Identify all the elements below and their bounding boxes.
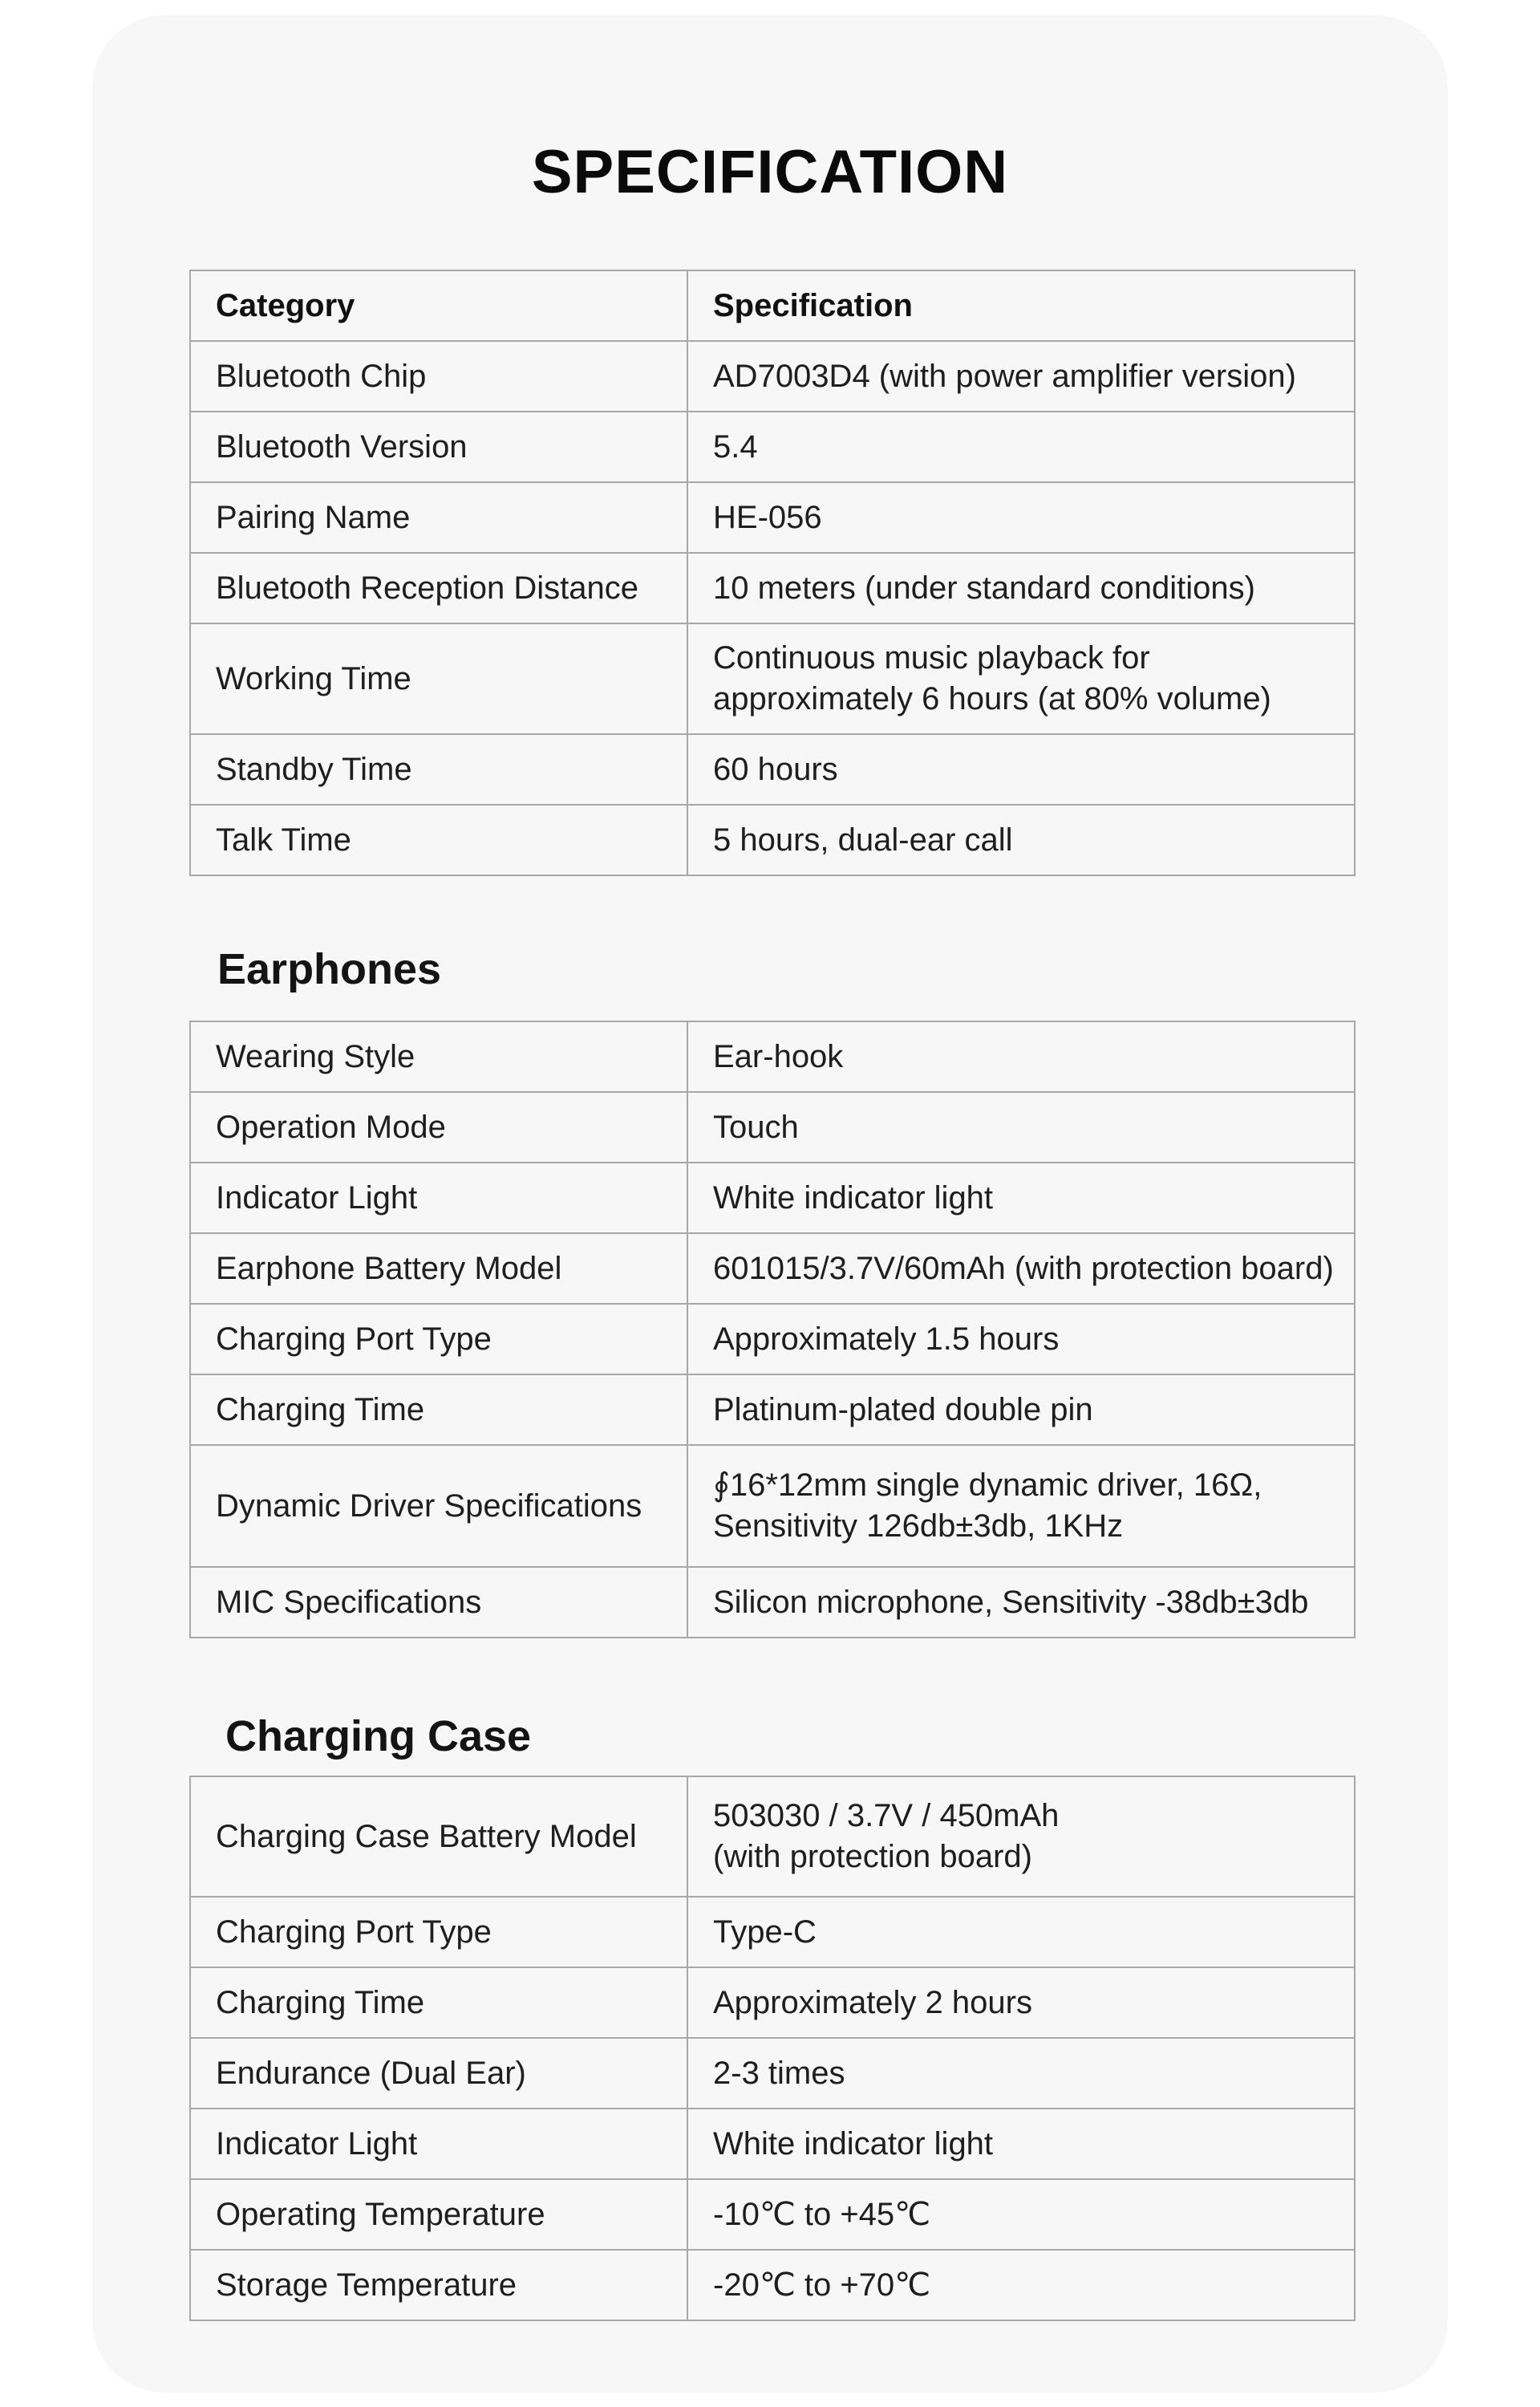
table-row: [190, 1897, 1355, 1967]
table-row: [190, 1304, 1355, 1374]
spec-category: Pairing Name: [190, 482, 687, 553]
spec-category: Charging Port Type: [190, 1304, 687, 1374]
spec-value: [687, 2038, 1355, 2109]
spec-value: [687, 2179, 1355, 2250]
table-row: [190, 2109, 1355, 2179]
spec-value-line: 503030 / 3.7V / 450mAh: [713, 1798, 1060, 1833]
table-row: [190, 1374, 1355, 1445]
spec-value: [687, 1021, 1355, 1092]
spec-value-line: 10 meters (under standard conditions): [713, 570, 1255, 606]
spec-category: Wearing Style: [190, 1021, 687, 1092]
spec-category: Working Time: [190, 623, 687, 734]
table-row: [190, 412, 1355, 482]
charging-case-spec-table: [189, 1776, 1356, 2321]
spec-category: Indicator Light: [190, 2109, 687, 2179]
spec-value-line: Type-C: [713, 1914, 817, 1950]
spec-category: Indicator Light: [190, 1163, 687, 1233]
spec-category: Talk Time: [190, 805, 687, 875]
table-row: [190, 734, 1355, 805]
spec-value-line: 601015/3.7V/60mAh (with protection board): [713, 1250, 1334, 1286]
spec-category: Storage Temperature: [190, 2250, 687, 2320]
spec-category: Earphone Battery Model: [190, 1233, 687, 1304]
spec-value-line: AD7003D4 (with power amplifier version): [713, 358, 1296, 394]
spec-value-line: Approximately 1.5 hours: [713, 1321, 1060, 1357]
spec-value-line: -10℃ to +45℃: [713, 2196, 931, 2232]
earphones-section-title: Earphones: [217, 945, 442, 993]
table-header-row: [190, 270, 1355, 341]
table-row: [190, 1163, 1355, 1233]
spec-category: Bluetooth Reception Distance: [190, 553, 687, 623]
general-spec-table: [189, 270, 1356, 876]
table-row: [190, 2038, 1355, 2109]
spec-value: [687, 2109, 1355, 2179]
spec-category: Charging Port Type: [190, 1897, 687, 1967]
spec-category: Charging Time: [190, 1374, 687, 1445]
spec-value-line: -20℃ to +70℃: [713, 2267, 931, 2303]
spec-value: [687, 341, 1355, 412]
table-row: [190, 1776, 1355, 1897]
spec-category: Dynamic Driver Specifications: [190, 1445, 687, 1567]
spec-value-line: (with protection board): [713, 1839, 1032, 1874]
spec-value: [687, 1897, 1355, 1967]
spec-value-line: Ear-hook: [713, 1038, 844, 1074]
charging-case-section-title: Charging Case: [225, 1712, 532, 1760]
spec-value-line: White indicator light: [713, 1179, 994, 1216]
spec-value: [687, 805, 1355, 875]
spec-value: [687, 1304, 1355, 1374]
table-row: [190, 1567, 1355, 1638]
spec-category: Bluetooth Version: [190, 412, 687, 482]
category-header: Category: [190, 270, 687, 341]
spec-value: [687, 734, 1355, 805]
spec-value-line: 2-3 times: [713, 2055, 845, 2091]
table-row: [190, 1445, 1355, 1567]
spec-value-line: Approximately 2 hours: [713, 1984, 1032, 2020]
table-row: [190, 2179, 1355, 2250]
spec-category: Standby Time: [190, 734, 687, 805]
table-row: [190, 623, 1355, 734]
table-row: [190, 482, 1355, 553]
spec-value: [687, 1163, 1355, 1233]
table-row: [190, 805, 1355, 875]
spec-value-line: Platinum-plated double pin: [713, 1391, 1093, 1427]
table-row: [190, 1021, 1355, 1092]
spec-value: [687, 482, 1355, 553]
spec-value: [687, 553, 1355, 623]
spec-category: MIC Specifications: [190, 1567, 687, 1638]
spec-category: Charging Case Battery Model: [190, 1776, 687, 1897]
spec-category: Charging Time: [190, 1967, 687, 2038]
spec-value: [687, 1092, 1355, 1163]
spec-value-line: Touch: [713, 1109, 799, 1145]
spec-category: Operation Mode: [190, 1092, 687, 1163]
table-row: [190, 1233, 1355, 1304]
spec-value: [687, 1567, 1355, 1638]
spec-value-line: Continuous music playback for: [713, 640, 1150, 676]
spec-value: [687, 412, 1355, 482]
table-row: [190, 341, 1355, 412]
table-row: [190, 553, 1355, 623]
spec-category: Bluetooth Chip: [190, 341, 687, 412]
table-row: [190, 2250, 1355, 2320]
table-row: [190, 1967, 1355, 2038]
spec-value: [687, 1233, 1355, 1304]
spec-value-line: approximately 6 hours (at 80% volume): [713, 681, 1271, 716]
spec-category: Operating Temperature: [190, 2179, 687, 2250]
spec-value-line: 60 hours: [713, 751, 838, 787]
spec-value-line: White indicator light: [713, 2125, 994, 2161]
spec-value: [687, 2250, 1355, 2320]
specification-header: Specification: [687, 270, 1355, 341]
table-row: [190, 1092, 1355, 1163]
spec-value-line: 5 hours, dual-ear call: [713, 822, 1013, 858]
spec-value: [687, 1374, 1355, 1445]
spec-value: [687, 1776, 1355, 1897]
spec-value: [687, 623, 1355, 734]
spec-value-line: Sensitivity 126db±3db, 1KHz: [713, 1508, 1124, 1544]
page-title: SPECIFICATION: [531, 138, 1009, 206]
spec-value-line: 5.4: [713, 428, 758, 465]
spec-value-line: Silicon microphone, Sensitivity -38db±3db: [713, 1584, 1309, 1620]
spec-value: [687, 1967, 1355, 2038]
earphones-spec-table: [189, 1021, 1356, 1638]
spec-category: Endurance (Dual Ear): [190, 2038, 687, 2109]
spec-value-line: ∮16*12mm single dynamic driver, 16Ω,: [713, 1467, 1262, 1503]
spec-value: [687, 1445, 1355, 1567]
spec-value-line: HE-056: [713, 499, 822, 535]
